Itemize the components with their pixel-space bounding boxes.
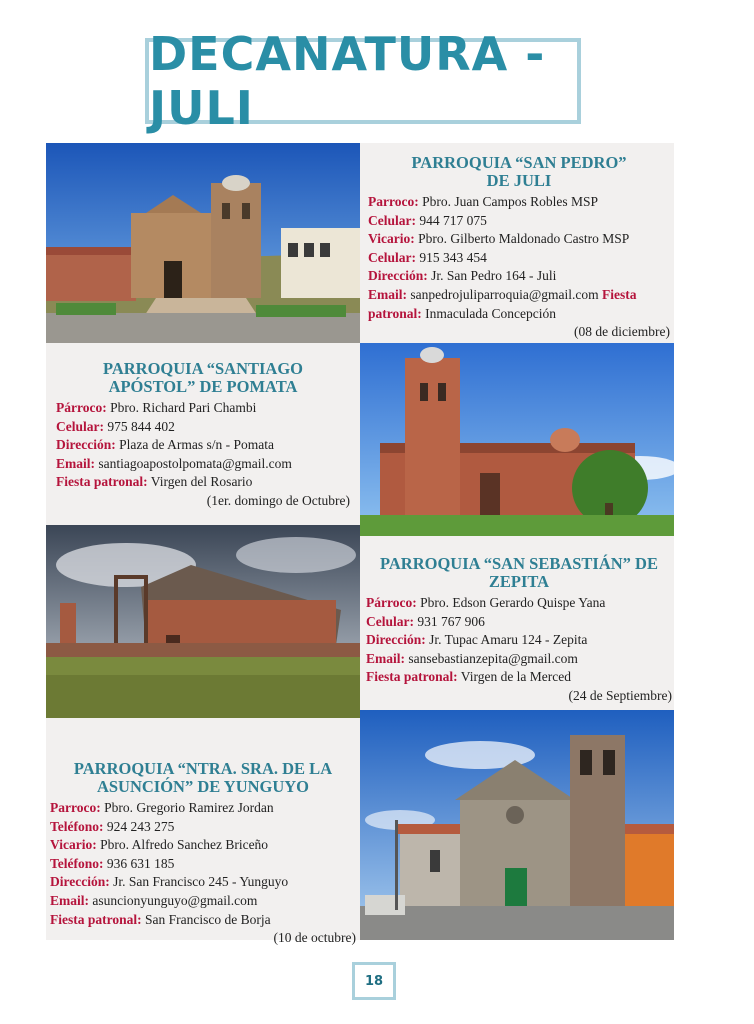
feast-date: (08 de diciembre) [574, 324, 670, 340]
page-title: DECANATURA - JULI [149, 27, 546, 135]
title-box [145, 27, 581, 135]
info-row: Vicario: Pbro. Gilberto Maldonado Castro MSP [368, 231, 630, 247]
page-number-text: 18 [364, 973, 384, 989]
info-row: Fiesta patronal: San Francisco de Borja [50, 911, 271, 927]
parish-info-zepita [366, 555, 672, 706]
parish-info-pomata [56, 360, 350, 511]
feast-date: (24 de Septiembre) [568, 687, 672, 703]
info-row: Email: sansebastianzepita@gmail.com [366, 650, 578, 666]
photo-pomata-church [360, 343, 674, 536]
info-row: Celular: 915 343 454 [368, 249, 487, 265]
photo-san-pedro-church [46, 143, 360, 343]
feast-date: (1er. domingo de Octubre) [206, 492, 350, 508]
feast-date: (10 de octubre) [273, 930, 356, 946]
info-row: Celular: 931 767 906 [366, 613, 485, 629]
parish-name-san-pedro: PARROQUIA “SAN PEDRO” DE JULI [411, 153, 627, 190]
info-row: Dirección: Jr. San Francisco 245 - Yunguyo [50, 874, 289, 890]
info-row: Fiesta patronal: Virgen del Rosario [56, 474, 253, 490]
info-row: Dirección: Jr. San Pedro 164 - Juli [368, 268, 557, 284]
parish-name-yunguyo: PARROQUIA “NTRA. SRA. DE LA ASUNCIÓN” DE YUNGUYO [73, 759, 333, 796]
page-number [352, 962, 396, 1000]
parish-name-pomata: PARROQUIA “SANTIAGO APÓSTOL” DE POMATA [102, 359, 303, 396]
info-row: Parroco: Pbro. Juan Campos Robles MSP [368, 194, 599, 209]
parish-name-zepita: PARROQUIA “SAN SEBASTIÁN” DE ZEPITA [380, 554, 658, 591]
info-row: Dirección: Plaza de Armas s/n - Pomata [56, 437, 274, 453]
info-row: Fiesta patronal: Virgen de la Merced [366, 669, 572, 685]
parish-info-san-pedro [368, 154, 670, 342]
info-row: Email: sanpedrojuliparroquia@gmail.com Fiesta [368, 286, 637, 302]
info-row: Vicario: Pbro. Alfredo Sanchez Briceño [50, 837, 269, 853]
info-row: Teléfono: 924 243 275 [50, 818, 175, 834]
info-row: Email: asuncionyunguyo@gmail.com [50, 892, 258, 908]
info-row: Parroco: Pbro. Gregorio Ramirez Jordan [50, 800, 274, 815]
info-row: Celular: 944 717 075 [368, 212, 487, 228]
info-row: patronal: Inmaculada Concepción [368, 305, 556, 321]
info-row: Párroco: Pbro. Edson Gerardo Quispe Yana [366, 595, 606, 610]
photo-yunguyo-church [360, 710, 674, 940]
info-row: Email: santiagoapostolpomata@gmail.com [56, 455, 292, 471]
photo-zepita-church [46, 525, 360, 718]
info-row: Párroco: Pbro. Richard Pari Chambi [56, 400, 257, 415]
info-row: Teléfono: 936 631 185 [50, 855, 175, 871]
parish-info-yunguyo [50, 760, 356, 948]
info-row: Dirección: Jr. Tupac Amaru 124 - Zepita [366, 632, 588, 648]
info-row: Celular: 975 844 402 [56, 418, 175, 434]
